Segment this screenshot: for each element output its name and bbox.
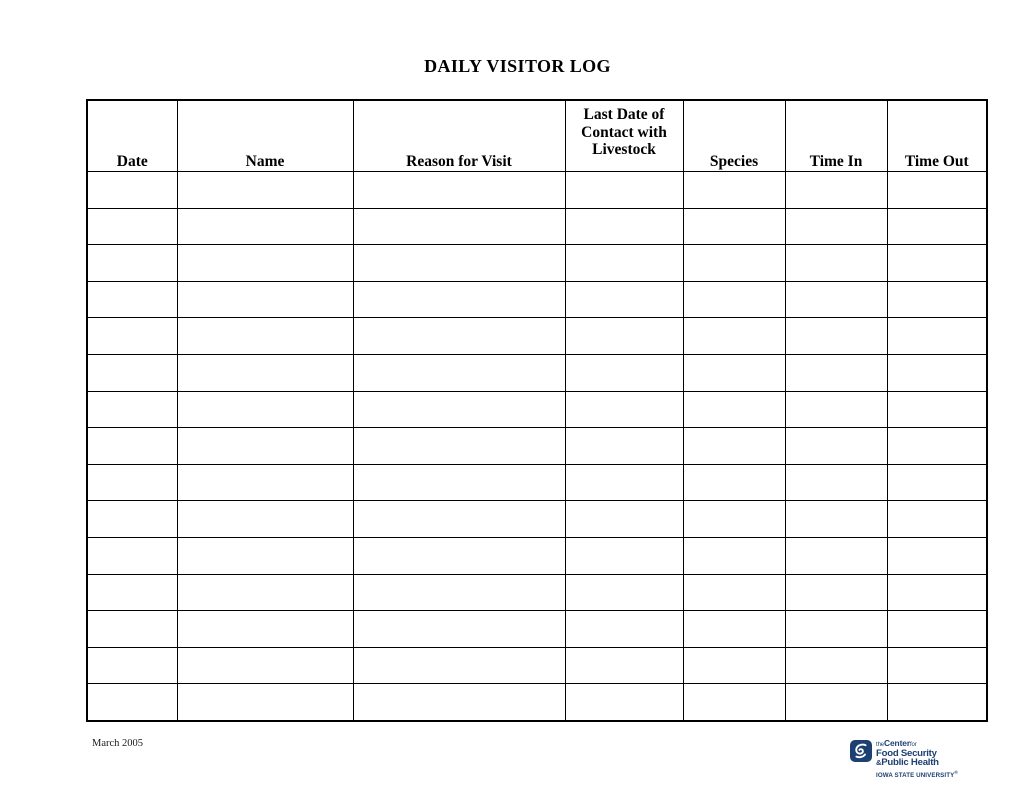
table-cell-name[interactable] xyxy=(177,464,353,501)
table-cell-last_contact[interactable] xyxy=(565,684,683,721)
column-header-reason-for-visit xyxy=(353,100,565,172)
column-header-last-contact-line-2: Contact with xyxy=(581,123,667,141)
table-cell-time_in[interactable] xyxy=(785,172,887,209)
table-cell-species[interactable] xyxy=(683,354,785,391)
logo-public-health: Public Health xyxy=(881,757,939,769)
table-cell-date[interactable] xyxy=(87,684,177,721)
table-row xyxy=(87,574,987,611)
column-header-date-label: Date xyxy=(116,153,148,171)
table-cell-reason[interactable] xyxy=(353,574,565,611)
table-cell-time_in[interactable] xyxy=(785,391,887,428)
table-cell-species[interactable] xyxy=(683,245,785,282)
table-row xyxy=(87,245,987,282)
table-row xyxy=(87,611,987,648)
table-row xyxy=(87,647,987,684)
table-cell-reason[interactable] xyxy=(353,684,565,721)
table-cell-time_out[interactable] xyxy=(887,208,987,245)
table-row xyxy=(87,391,987,428)
table-row xyxy=(87,464,987,501)
registered-trademark-icon: ® xyxy=(954,769,958,775)
logo-line-food-security: Food Security xyxy=(876,747,937,759)
table-cell-name[interactable] xyxy=(177,245,353,282)
table-cell-date[interactable] xyxy=(87,574,177,611)
table-cell-time_in[interactable] xyxy=(785,574,887,611)
table-cell-last_contact[interactable] xyxy=(565,354,683,391)
table-cell-reason[interactable] xyxy=(353,501,565,538)
table-cell-last_contact[interactable] xyxy=(565,208,683,245)
visitor-log-table-container xyxy=(86,99,986,722)
table-cell-name[interactable] xyxy=(177,611,353,648)
table-cell-species[interactable] xyxy=(683,172,785,209)
table-cell-date[interactable] xyxy=(87,245,177,282)
logo-for: for xyxy=(909,742,917,748)
table-cell-time_out[interactable] xyxy=(887,172,987,209)
table-cell-reason[interactable] xyxy=(353,354,565,391)
column-header-last-contact-line-1: Last Date of xyxy=(583,106,665,123)
column-header-time-in xyxy=(785,100,887,172)
table-cell-time_in[interactable] xyxy=(785,208,887,245)
swirl-logo-icon xyxy=(850,740,872,762)
table-cell-name[interactable] xyxy=(177,574,353,611)
table-cell-last_contact[interactable] xyxy=(565,318,683,355)
table-cell-reason[interactable] xyxy=(353,464,565,501)
table-row xyxy=(87,684,987,721)
table-cell-name[interactable] xyxy=(177,281,353,318)
table-cell-time_in[interactable] xyxy=(785,611,887,648)
table-cell-last_contact[interactable] xyxy=(565,428,683,465)
column-header-species xyxy=(683,100,785,172)
table-cell-reason[interactable] xyxy=(353,208,565,245)
table-row xyxy=(87,354,987,391)
table-cell-time_out[interactable] xyxy=(887,391,987,428)
table-cell-date[interactable] xyxy=(87,172,177,209)
table-cell-time_out[interactable] xyxy=(887,574,987,611)
table-cell-time_out[interactable] xyxy=(887,354,987,391)
table-row xyxy=(87,428,987,465)
column-header-reason-for-visit-label: Reason for Visit xyxy=(406,153,512,171)
table-cell-species[interactable] xyxy=(683,281,785,318)
table-cell-name[interactable] xyxy=(177,391,353,428)
table-row xyxy=(87,172,987,209)
table-cell-reason[interactable] xyxy=(353,611,565,648)
table-cell-species[interactable] xyxy=(683,574,785,611)
table-cell-reason[interactable] xyxy=(353,428,565,465)
table-cell-date[interactable] xyxy=(87,391,177,428)
table-cell-species[interactable] xyxy=(683,647,785,684)
visitor-log-table xyxy=(86,99,988,722)
table-cell-date[interactable] xyxy=(87,611,177,648)
table-cell-name[interactable] xyxy=(177,537,353,574)
table-row xyxy=(87,318,987,355)
logo-center: Center xyxy=(884,738,910,748)
column-header-last-contact-line-3: Livestock xyxy=(592,141,656,159)
table-header xyxy=(87,100,987,172)
table-cell-date[interactable] xyxy=(87,647,177,684)
table-cell-date[interactable] xyxy=(87,428,177,465)
logo-the: the xyxy=(876,742,885,748)
table-cell-species[interactable] xyxy=(683,611,785,648)
table-cell-reason[interactable] xyxy=(353,172,565,209)
table-cell-time_in[interactable] xyxy=(785,684,887,721)
table-cell-reason[interactable] xyxy=(353,318,565,355)
table-cell-name[interactable] xyxy=(177,684,353,721)
table-cell-name[interactable] xyxy=(177,208,353,245)
table-cell-last_contact[interactable] xyxy=(565,611,683,648)
table-cell-reason[interactable] xyxy=(353,537,565,574)
table-cell-name[interactable] xyxy=(177,172,353,209)
table-header-row xyxy=(87,100,987,172)
table-cell-name[interactable] xyxy=(177,354,353,391)
table-cell-time_out[interactable] xyxy=(887,611,987,648)
table-cell-last_contact[interactable] xyxy=(565,574,683,611)
logo-wordmark xyxy=(876,739,939,768)
logo-university-name: IOWA STATE UNIVERSITY xyxy=(876,771,955,779)
table-cell-name[interactable] xyxy=(177,318,353,355)
page-title: DAILY VISITOR LOG xyxy=(424,56,611,76)
table-cell-time_out[interactable] xyxy=(887,537,987,574)
table-cell-last_contact[interactable] xyxy=(565,464,683,501)
table-cell-time_in[interactable] xyxy=(785,245,887,282)
column-header-date xyxy=(87,100,177,172)
table-cell-date[interactable] xyxy=(87,318,177,355)
column-header-time-in-label: Time In xyxy=(809,153,863,171)
table-cell-time_in[interactable] xyxy=(785,354,887,391)
table-cell-species[interactable] xyxy=(683,537,785,574)
table-cell-last_contact[interactable] xyxy=(565,172,683,209)
table-cell-date[interactable] xyxy=(87,464,177,501)
table-cell-name[interactable] xyxy=(177,501,353,538)
table-cell-species[interactable] xyxy=(683,501,785,538)
table-cell-last_contact[interactable] xyxy=(565,281,683,318)
table-cell-time_in[interactable] xyxy=(785,537,887,574)
column-header-last-date-of-contact-with-livestock xyxy=(565,100,683,172)
table-cell-date[interactable] xyxy=(87,354,177,391)
table-cell-last_contact[interactable] xyxy=(565,245,683,282)
table-cell-species[interactable] xyxy=(683,428,785,465)
table-cell-species[interactable] xyxy=(683,391,785,428)
table-body xyxy=(87,172,987,721)
table-cell-time_in[interactable] xyxy=(785,501,887,538)
table-cell-last_contact[interactable] xyxy=(565,647,683,684)
column-header-time-out xyxy=(887,100,987,172)
table-cell-date[interactable] xyxy=(87,501,177,538)
table-cell-name[interactable] xyxy=(177,428,353,465)
table-cell-name[interactable] xyxy=(177,647,353,684)
table-cell-last_contact[interactable] xyxy=(565,537,683,574)
table-cell-species[interactable] xyxy=(683,684,785,721)
table-cell-time_in[interactable] xyxy=(785,647,887,684)
revision-date: March 2005 xyxy=(92,738,144,749)
table-cell-reason[interactable] xyxy=(353,281,565,318)
table-cell-time_out[interactable] xyxy=(887,464,987,501)
table-cell-time_out[interactable] xyxy=(887,647,987,684)
table-cell-time_in[interactable] xyxy=(785,281,887,318)
table-cell-time_out[interactable] xyxy=(887,318,987,355)
table-cell-date[interactable] xyxy=(87,281,177,318)
table-cell-time_in[interactable] xyxy=(785,318,887,355)
table-cell-species[interactable] xyxy=(683,464,785,501)
logo-line-public-health xyxy=(876,758,939,768)
table-cell-date[interactable] xyxy=(87,208,177,245)
table-cell-reason[interactable] xyxy=(353,647,565,684)
table-cell-time_in[interactable] xyxy=(785,464,887,501)
table-cell-last_contact[interactable] xyxy=(565,501,683,538)
table-row xyxy=(87,281,987,318)
table-cell-species[interactable] xyxy=(683,318,785,355)
logo-ampersand: & xyxy=(876,758,882,768)
column-header-name xyxy=(177,100,353,172)
column-header-name-label: Name xyxy=(245,153,285,171)
logo-row xyxy=(850,739,990,768)
table-row xyxy=(87,537,987,574)
table-cell-time_in[interactable] xyxy=(785,428,887,465)
table-cell-reason[interactable] xyxy=(353,391,565,428)
logo-university-line xyxy=(876,770,990,779)
cfsph-logo xyxy=(850,739,990,781)
column-header-time-out-label: Time Out xyxy=(904,153,969,171)
table-cell-time_out[interactable] xyxy=(887,245,987,282)
table-cell-time_out[interactable] xyxy=(887,684,987,721)
table-cell-species[interactable] xyxy=(683,208,785,245)
column-header-species-label: Species xyxy=(709,153,759,171)
table-row xyxy=(87,501,987,538)
table-cell-reason[interactable] xyxy=(353,245,565,282)
table-cell-last_contact[interactable] xyxy=(565,391,683,428)
table-cell-time_out[interactable] xyxy=(887,501,987,538)
table-cell-time_out[interactable] xyxy=(887,428,987,465)
table-row xyxy=(87,208,987,245)
table-cell-time_out[interactable] xyxy=(887,281,987,318)
table-cell-date[interactable] xyxy=(87,537,177,574)
